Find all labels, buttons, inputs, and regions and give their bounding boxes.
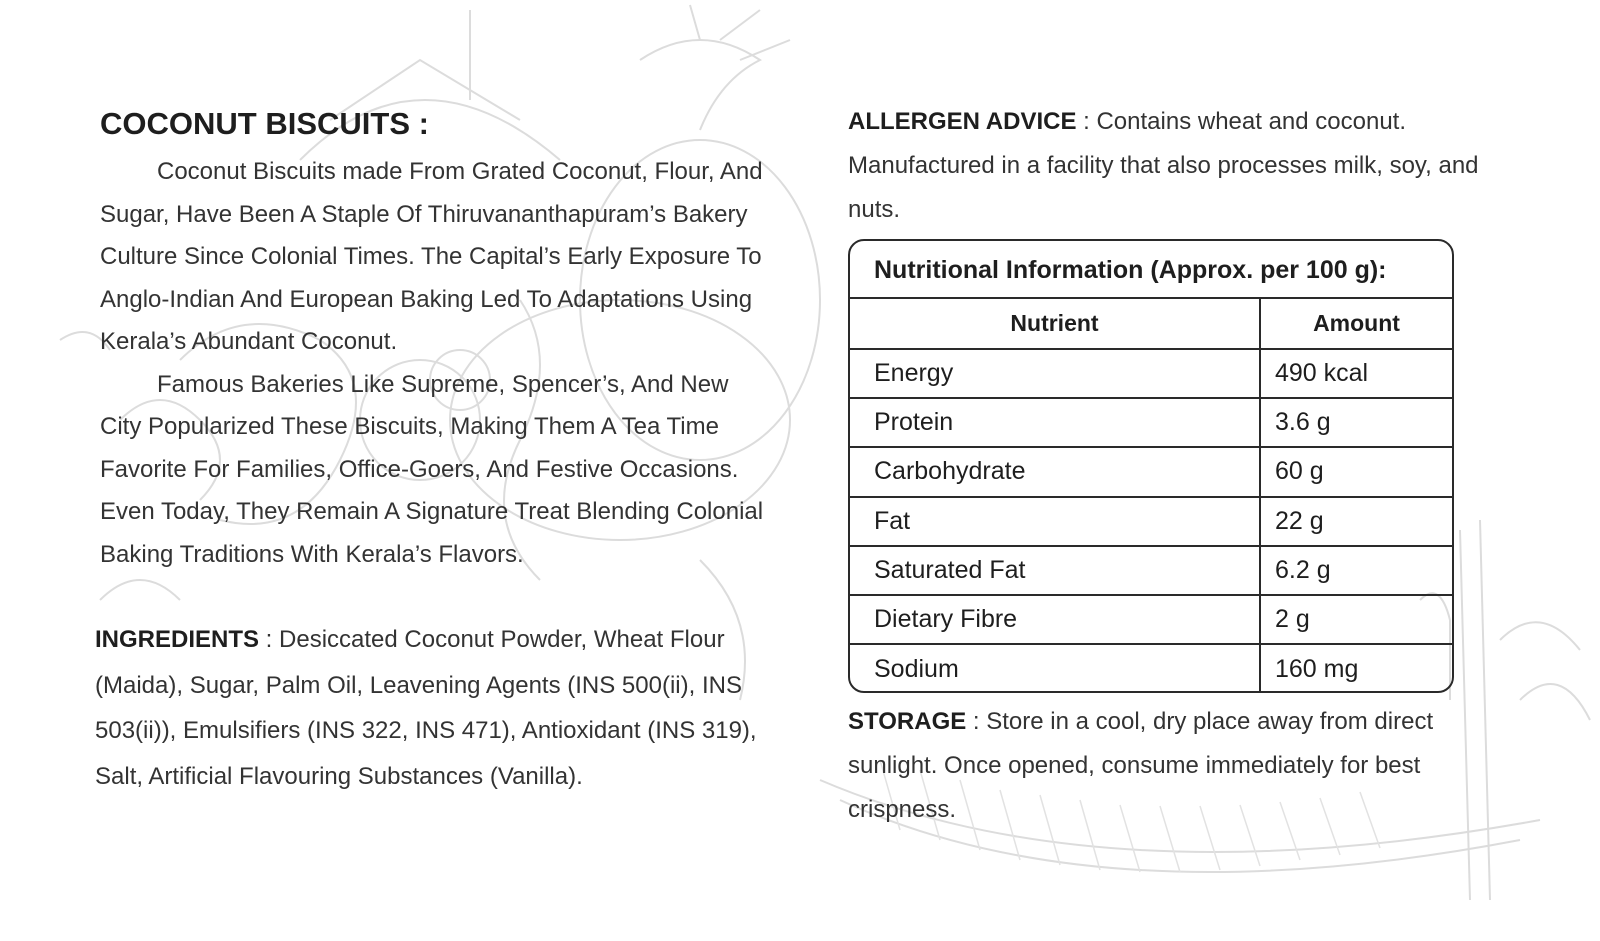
nutrient-name: Fat <box>850 497 1260 546</box>
nutrient-amount: 60 g <box>1260 447 1452 496</box>
nutrient-name: Sodium <box>850 644 1260 693</box>
nutrition-header-row <box>850 299 1452 349</box>
table-row <box>850 546 1452 595</box>
nutrient-name: Energy <box>850 349 1260 398</box>
description-paragraph-1: Coconut Biscuits made From Grated Coconut, Flour, And Sugar, Have Been A Staple Of Thiruvananthapuram’s Bakery Culture Since Colonial Times. The Capital’s Early Exposure To Anglo-Indian And European Baking Led To Adaptations Using Kerala’s Abundant Coconut. <box>100 158 763 355</box>
nutrient-name: Protein <box>850 398 1260 447</box>
table-row <box>850 447 1452 496</box>
table-row <box>850 595 1452 644</box>
nutrient-amount: 490 kcal <box>1260 349 1452 398</box>
column-header-nutrient: Nutrient <box>850 299 1260 349</box>
description-paragraph-2: Famous Bakeries Like Supreme, Spencer’s, And New City Popularized These Biscuits, Making Them A Tea Time Favorite For Families, Office-Goers, And Festive Occasions. Even Today, They Remain A Signature Treat Blending Colonial Baking Traditions With Kerala’s Flavors. <box>100 370 764 568</box>
ingredients-text: : Desiccated Coconut Powder, Wheat Flour (Maida), Sugar, Palm Oil, Leavening Agents (INS 500(ii), INS 503(ii)), Emulsifiers (INS 322, INS 471), Antioxidant (INS 319), Salt, Artificial Flavouring Substances (Vanilla). <box>95 626 757 790</box>
product-title: COCONUT BISCUITS : <box>100 106 429 141</box>
storage-section <box>848 700 1488 832</box>
nutrient-name: Saturated Fat <box>850 546 1260 595</box>
table-row <box>850 349 1452 398</box>
table-row <box>850 398 1452 447</box>
product-description-section <box>100 104 780 576</box>
allergen-advice-section <box>848 100 1508 232</box>
nutrient-amount: 22 g <box>1260 497 1452 546</box>
storage-text: : Store in a cool, dry place away from direct sunlight. Once opened, consume immediately for best crispness. <box>848 708 1434 823</box>
nutrition-panel <box>848 239 1454 693</box>
table-row <box>850 644 1452 693</box>
nutrient-amount: 160 mg <box>1275 654 1359 683</box>
storage-label: STORAGE <box>848 708 967 735</box>
nutrient-amount: 3.6 g <box>1260 398 1452 447</box>
nutrition-heading: Nutritional Information (Approx. per 100 g): <box>850 241 1452 299</box>
nutrient-name: Carbohydrate <box>850 447 1260 496</box>
ingredients-label: INGREDIENTS <box>95 626 260 653</box>
nutrient-name: Dietary Fibre <box>850 595 1260 644</box>
product-description <box>100 151 770 576</box>
column-header-amount: Amount <box>1260 299 1452 349</box>
nutrition-table <box>850 299 1452 693</box>
allergen-text: : Contains wheat and coconut. Manufactured in a facility that also processes milk, soy, and nuts. <box>848 108 1479 223</box>
ingredients-section <box>95 617 795 799</box>
allergen-label: ALLERGEN ADVICE <box>848 108 1077 135</box>
nutrient-amount: 2 g <box>1260 595 1452 644</box>
table-row <box>850 497 1452 546</box>
nutrient-amount: 6.2 g <box>1260 546 1452 595</box>
